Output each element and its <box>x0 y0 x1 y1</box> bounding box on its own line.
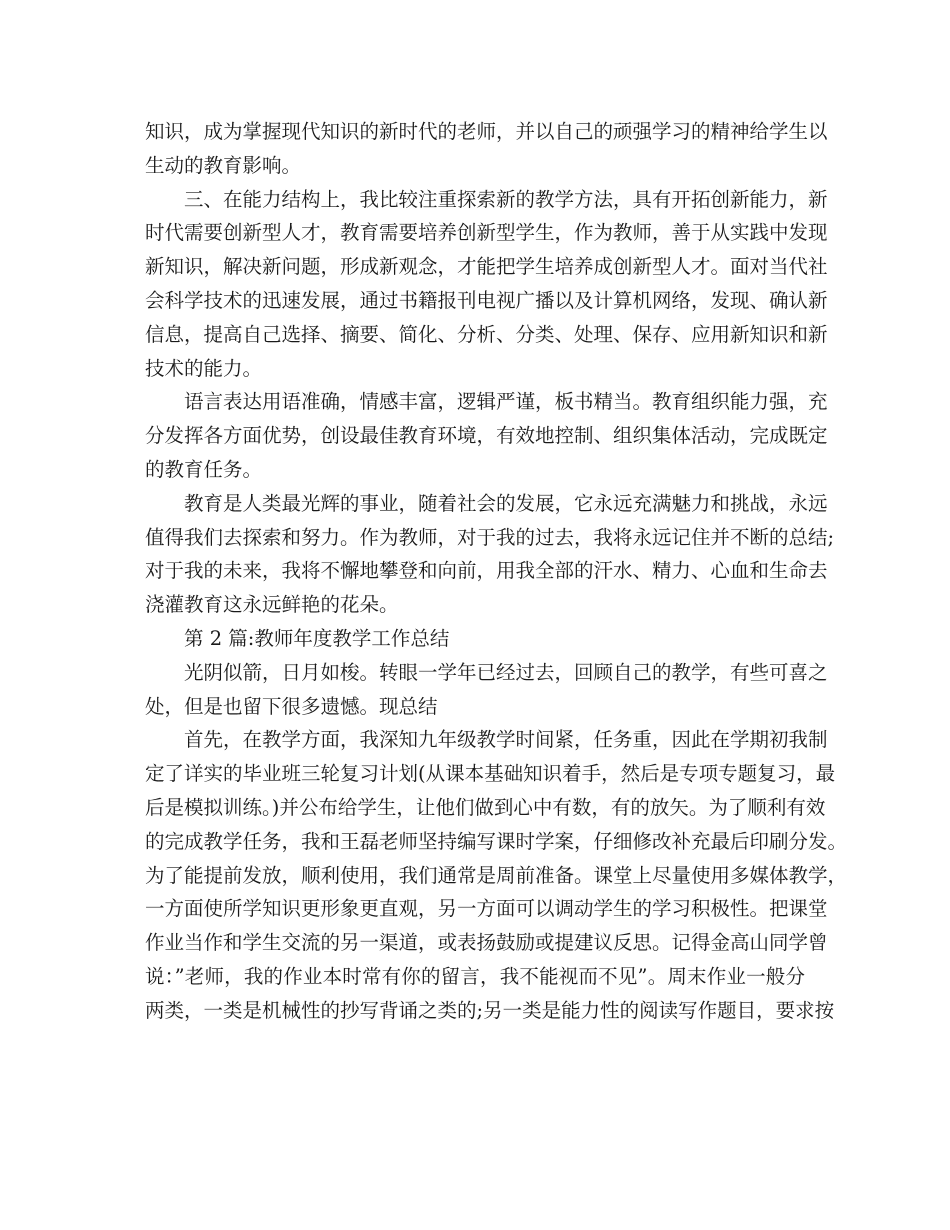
text-line: 两类，一类是机械性的抄写背诵之类的;另一类是能力性的阅读写作题目，要求按 <box>145 998 835 1022</box>
text-line: 技术的能力。 <box>145 356 263 380</box>
text-line: 的教育任务。 <box>145 457 263 481</box>
text-line: 首先，在教学方面，我深知九年级教学时间紧，任务重，因此在学期初我制 <box>184 728 828 752</box>
text-line: 说：”老师，我的作业本时常有你的留言，我不能视而不见”。周末作业一般分 <box>145 964 805 988</box>
text-line: 的完成教学任务，我和王磊老师坚持编写课时学案，仔细修改补充最后印刷分发。 <box>145 829 848 853</box>
text-line: 作业当作和学生交流的另一渠道，或表扬鼓励或提建议反思。记得金高山同学曾 <box>145 931 828 955</box>
text-line: 三、在能力结构上，我比较注重探索新的教学方法，具有开拓创新能力，新 <box>184 187 828 211</box>
text-line: 教育是人类最光辉的事业，随着社会的发展，它永远充满魅力和挑战，永远 <box>184 491 828 515</box>
text-line: 知识，成为掌握现代知识的新时代的老师，并以自己的顽强学习的精神给学生以 <box>145 120 828 143</box>
text-line: 时代需要创新型人才，教育需要培养创新型学生，作为教师，善于从实践中发现 <box>145 221 828 245</box>
text-line: 定了详实的毕业班三轮复习计划(从课本基础知识着手，然后是专项专题复习，最 <box>145 762 836 786</box>
text-line: 第 2 篇:教师年度教学工作总结 <box>184 626 450 650</box>
text-line: 一方面使所学知识更形象更直观，另一方面可以调动学生的学习积极性。把课堂 <box>145 897 828 921</box>
text-line: 光阴似箭，日月如梭。转眼一学年已经过去，回顾自己的教学，有些可喜之 <box>184 660 828 684</box>
text-line: 后是模拟训练。)并公布给学生，让他们做到心中有数，有的放矢。为了顺利有效 <box>145 795 826 819</box>
text-line: 处，但是也留下很多遗憾。现总结 <box>145 694 438 718</box>
text-line: 语言表达用语准确，情感丰富，逻辑严谨，板书精当。教育组织能力强，充 <box>184 390 828 414</box>
text-line: 对于我的未来，我将不懈地攀登和向前，用我全部的汗水、精力、心血和生命去 <box>145 559 828 583</box>
text-line: 会科学技术的迅速发展，通过书籍报刊电视广播以及计算机网络，发现、确认新 <box>145 288 828 312</box>
text-line: 信息，提高自己选择、摘要、简化、分析、分类、处理、保存、应用新知识和新 <box>145 322 828 346</box>
text-line: 分发挥各方面优势，创设最佳教育环境，有效地控制、组织集体活动，完成既定 <box>145 424 828 448</box>
text-line: 生动的教育影响。 <box>145 153 302 177</box>
text-line: 浇灌教育这永远鲜艳的花朵。 <box>145 593 399 617</box>
text-line: 新知识，解决新问题，形成新观念，才能把学生培养成创新型人才。面对当代社 <box>145 255 828 279</box>
text-line: 为了能提前发放，顺利使用，我们通常是周前准备。课堂上尽量使用多媒体教学， <box>145 863 848 887</box>
document-body <box>145 115 848 1028</box>
text-line: 值得我们去探索和努力。作为教师，对于我的过去，我将永远记住并不断的总结; <box>145 525 835 549</box>
